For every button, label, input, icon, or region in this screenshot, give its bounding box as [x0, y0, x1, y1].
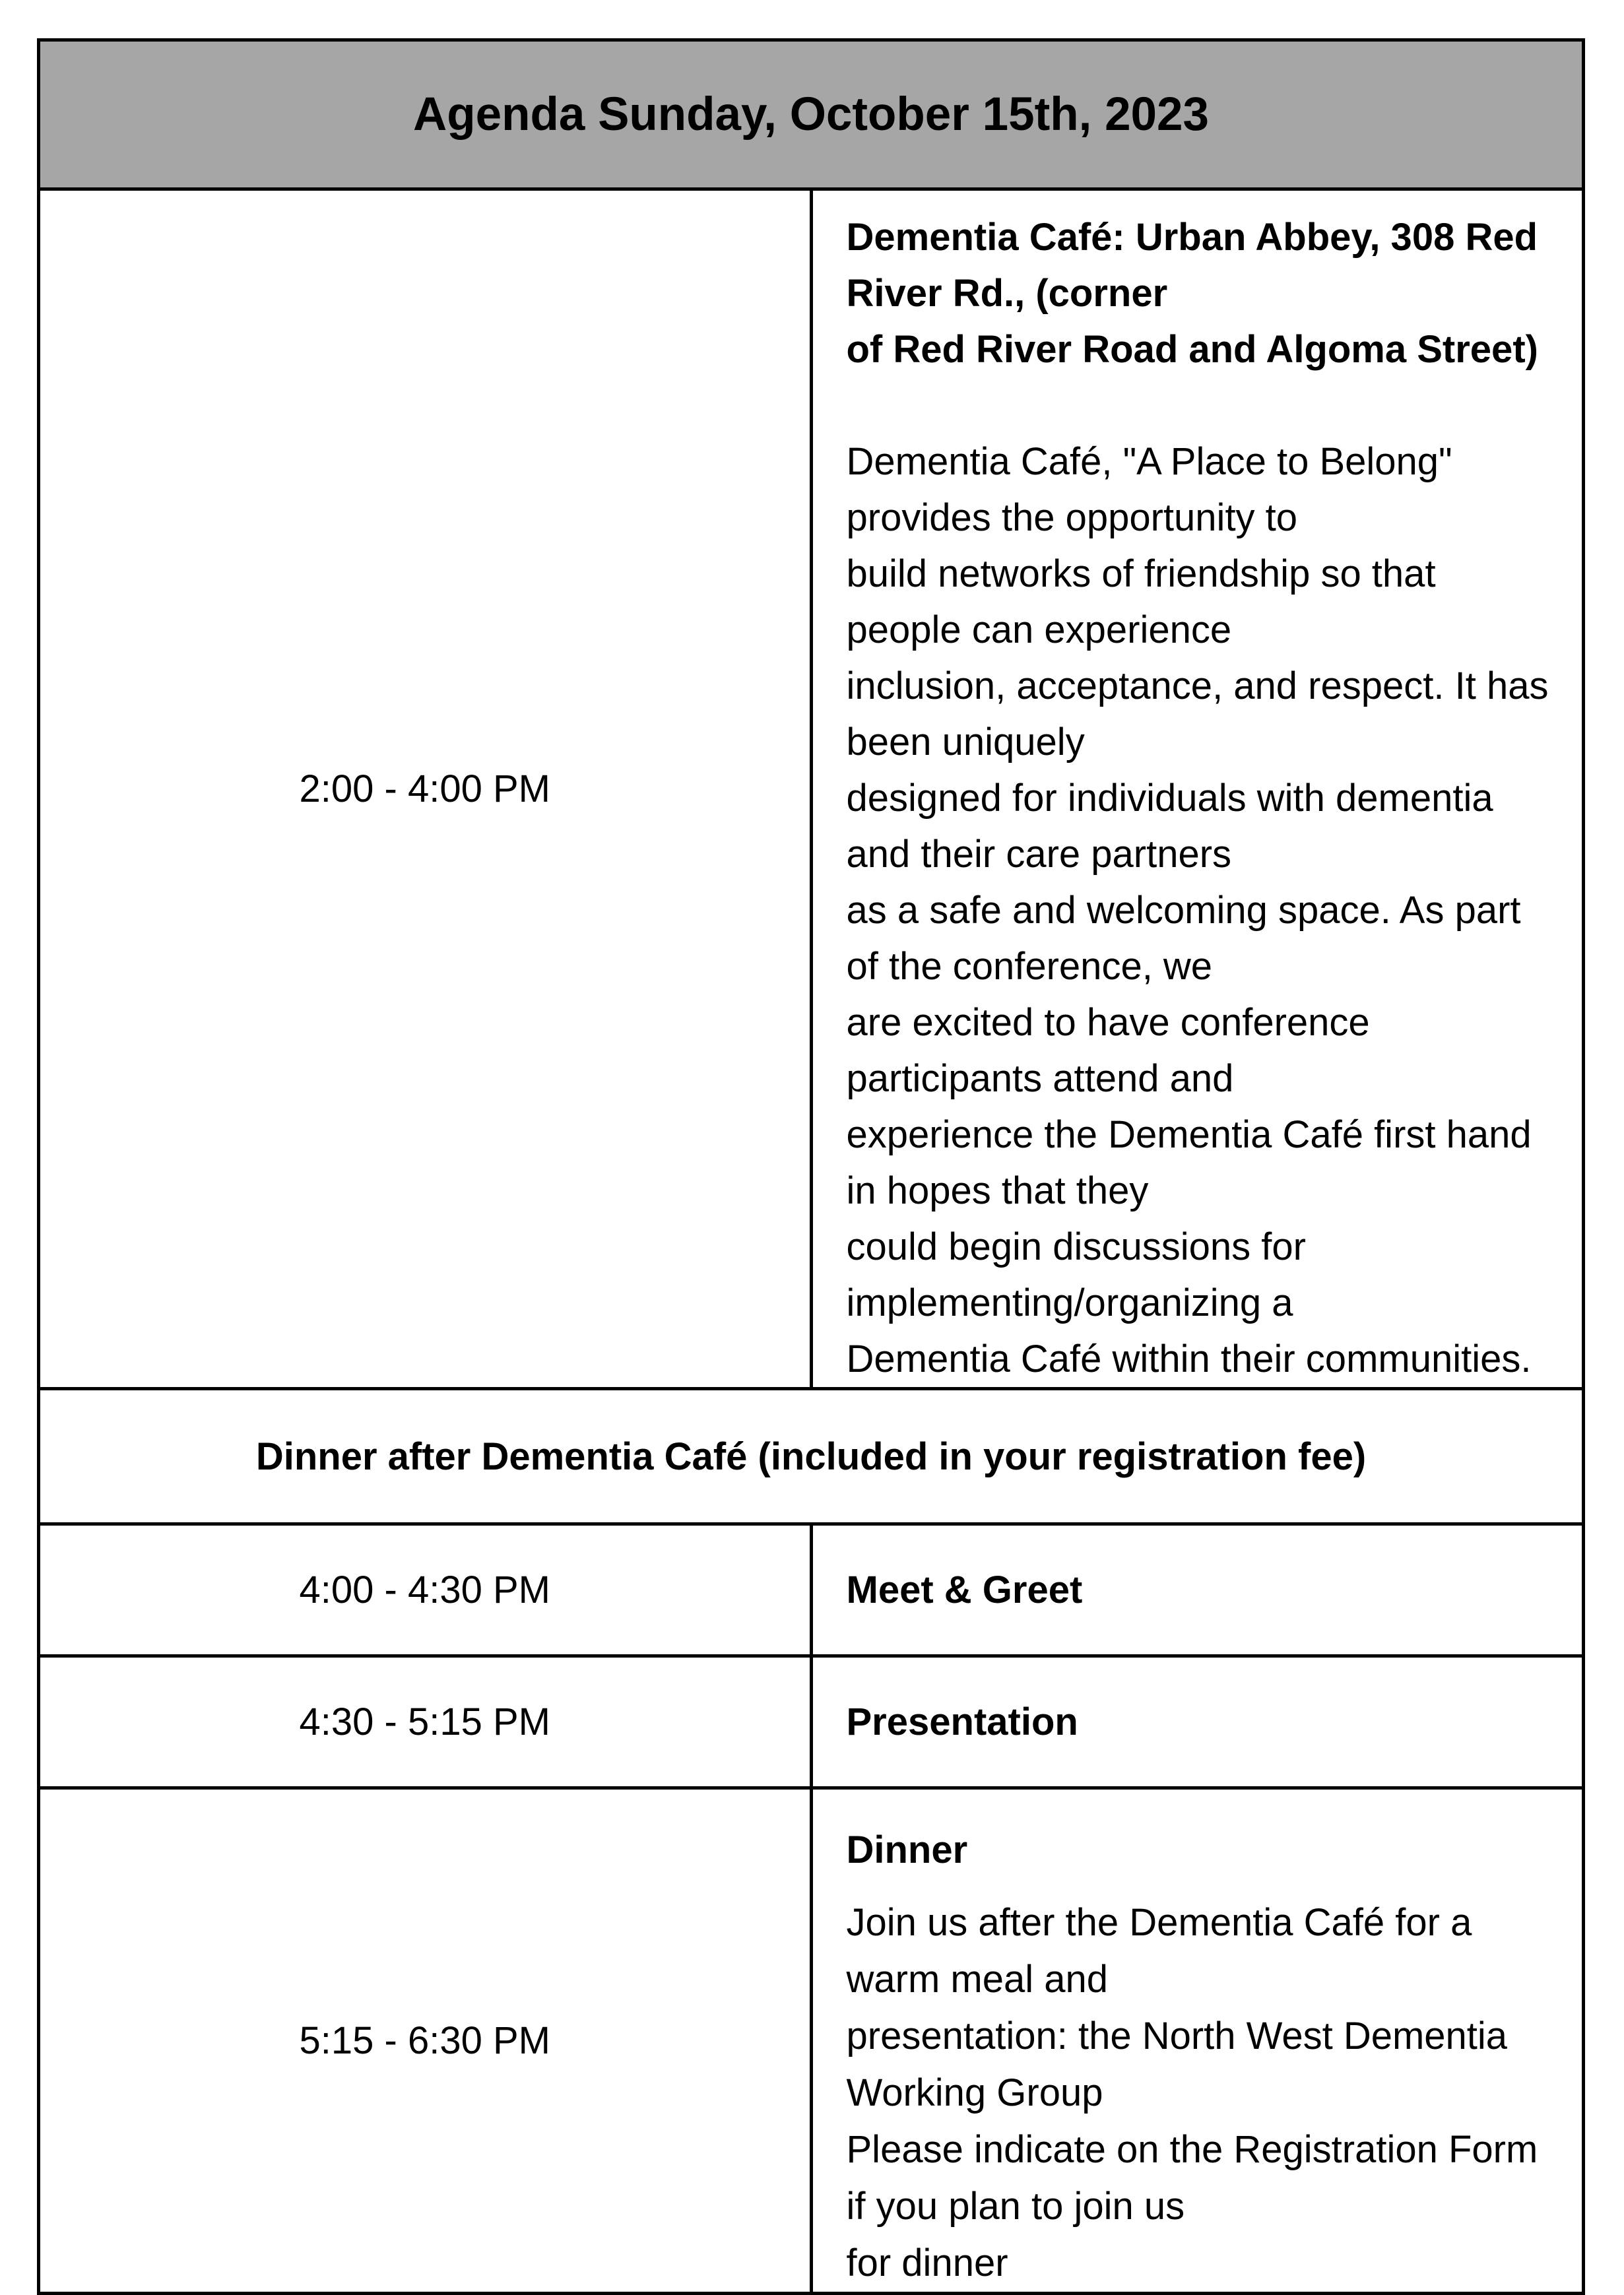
- agenda-row-meet-greet: [39, 1524, 1584, 1656]
- session-description: [847, 1894, 1551, 2292]
- time-slot: 2:00 - 4:00 PM: [39, 189, 812, 1389]
- session-title-line: Dementia Café: Urban Abbey, 308 Red River Rd., (corner: [846, 216, 1538, 315]
- agenda-row-presentation: [39, 1656, 1584, 1788]
- agenda-table: [37, 38, 1585, 2295]
- agenda-row-dementia-cafe: [39, 189, 1584, 1389]
- description-line: for dinner: [846, 2242, 1008, 2284]
- description-line: as a safe and welcoming space. As part of the conference, we: [846, 889, 1521, 988]
- session-title-line: of Red River Road and Algoma Street): [846, 328, 1538, 371]
- spacer: [847, 377, 1551, 434]
- agenda-header-row: [39, 40, 1584, 189]
- agenda-row-dinner: [39, 1788, 1584, 2294]
- description-line: build networks of friendship so that people can experience: [846, 552, 1436, 651]
- session-details: [811, 1788, 1584, 2294]
- session-title: [847, 209, 1551, 377]
- description-line: could begin discussions for implementing/organizing a: [846, 1225, 1306, 1324]
- agenda-title: Agenda Sunday, October 15th, 2023: [39, 40, 1584, 189]
- description-line: inclusion, acceptance, and respect. It has been uniquely: [846, 664, 1549, 763]
- time-slot: 4:00 - 4:30 PM: [39, 1524, 812, 1656]
- session-details: [811, 189, 1584, 1389]
- session-title: Dinner: [846, 1828, 968, 1871]
- time-slot: 5:15 - 6:30 PM: [39, 1788, 812, 2294]
- description-line: experience the Dementia Café first hand in hopes that they: [846, 1113, 1532, 1212]
- description-line: designed for individuals with dementia and their care partners: [846, 777, 1493, 876]
- dinner-banner: Dinner after Dementia Café (included in your registration fee): [39, 1389, 1584, 1524]
- agenda-row-dinner-banner: [39, 1389, 1584, 1524]
- description-line: Dementia Café, "A Place to Belong" provides the opportunity to: [846, 440, 1452, 539]
- description-line: Join us after the Dementia Café for a warm meal and: [846, 1901, 1472, 2001]
- session-details: [811, 1656, 1584, 1788]
- description-line: Dementia Café within their communities.: [846, 1338, 1532, 1380]
- description-line: Please indicate on the Registration Form if you plan to join us: [846, 2128, 1538, 2228]
- session-title: Presentation: [846, 1700, 1078, 1743]
- session-details: [811, 1524, 1584, 1656]
- session-description: [847, 434, 1551, 1387]
- session-title: Meet & Greet: [846, 1568, 1083, 1611]
- description-line: are excited to have conference participants attend and: [846, 1001, 1370, 1100]
- time-slot: 4:30 - 5:15 PM: [39, 1656, 812, 1788]
- description-line: presentation: the North West Dementia Working Group: [846, 2015, 1508, 2114]
